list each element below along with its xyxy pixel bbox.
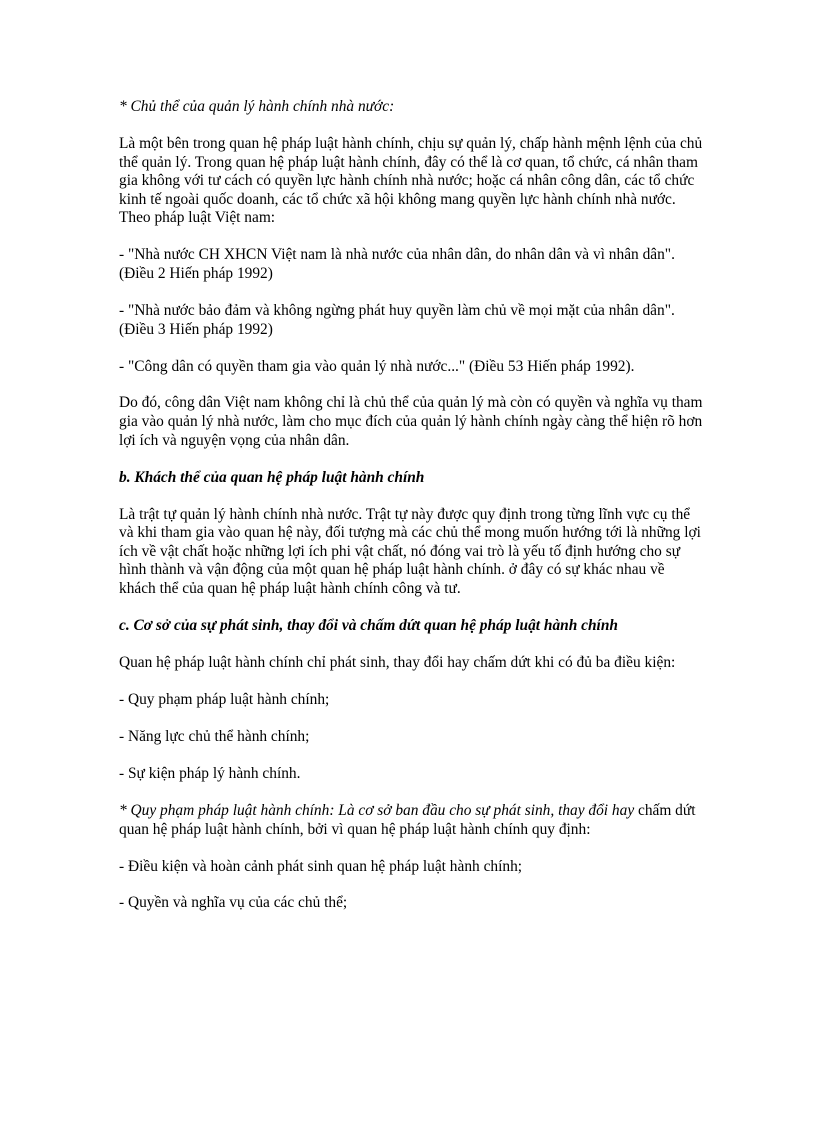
list-item: - "Nhà nước bảo đảm và không ngừng phát huy quyền làm chủ về mọi mặt của nhân dân". (Điều 3 Hiến pháp 1992) bbox=[119, 301, 675, 338]
list-item: - Năng lực chủ thể hành chính; bbox=[119, 727, 310, 745]
section-heading-b: b. Khách thể của quan hệ pháp luật hành chính bbox=[119, 468, 425, 486]
paragraph: Do đó, công dân Việt nam không chỉ là chủ thể của quản lý mà còn có quyền và nghĩa vụ tham gia vào quản lý nhà nước, làm cho mục đích của quản lý hành chính ngày càng thể hiện rõ hơn lợi ích và nguyện vọng của nhân dân. bbox=[119, 394, 703, 449]
paragraph bbox=[119, 802, 704, 839]
paragraph: Là một bên trong quan hệ pháp luật hành chính, chịu sự quản lý, chấp hành mệnh lệnh của chủ thể quản lý. Trong quan hệ pháp luật hành chính, đây có thể là cơ quan, tổ chức, cá nhân tham gia không với tư cách có quyền lực hành chính nhà nước; hoặc cá nhân công dân, các tổ chức kinh tế ngoài quốc doanh, các tổ chức xã hội không mang quyền lực hành chính nhà nước. Theo pháp luật Việt nam: bbox=[119, 134, 703, 227]
list-item: - "Nhà nước CH XHCN Việt nam là nhà nước của nhân dân, do nhân dân và vì nhân dân". (Điều 2 Hiến pháp 1992) bbox=[119, 246, 675, 282]
inline-italic-lead: * Quy phạm pháp luật hành chính: Là cơ sở ban đầu cho sự phát sinh, thay đổi hay bbox=[119, 801, 635, 819]
list-item: - Quy phạm pháp luật hành chính; bbox=[119, 690, 330, 708]
section-heading-c: c. Cơ sở của sự phát sinh, thay đổi và chấm dứt quan hệ pháp luật hành chính bbox=[119, 617, 618, 634]
list-item: - Điều kiện và hoàn cảnh phát sinh quan hệ pháp luật hành chính; bbox=[119, 857, 523, 875]
document-page bbox=[119, 98, 704, 931]
list-item: - Quyền và nghĩa vụ của các chủ thể; bbox=[119, 894, 348, 912]
section-heading-subject: * Chủ thể của quản lý hành chính nhà nước: bbox=[119, 98, 395, 115]
paragraph: Quan hệ pháp luật hành chính chỉ phát sinh, thay đổi hay chấm dứt khi có đủ ba điều kiện: bbox=[119, 653, 676, 671]
paragraph-text: chấm dứt quan hệ pháp luật hành chính, bởi vì quan hệ pháp luật hành chính quy định: bbox=[119, 801, 696, 838]
list-item: - "Công dân có quyền tham gia vào quản lý nhà nước..." (Điều 53 Hiến pháp 1992). bbox=[119, 357, 635, 375]
list-item: - Sự kiện pháp lý hành chính. bbox=[119, 764, 301, 782]
paragraph: Là trật tự quản lý hành chính nhà nước. Trật tự này được quy định trong từng lĩnh vực cụ thể và khi tham gia vào quan hệ này, đối tượng mà các chủ thể mong muốn hướng tới là những lợi ích về vật chất hoặc những lợi ích phi vật chất, nó đóng vai trò là yếu tố định hướng cho sự hình thành và vận động của một quan hệ pháp luật hành chính. ở đây có sự khác nhau về khách thể của quan hệ pháp luật hành chính công và tư. bbox=[119, 505, 701, 598]
